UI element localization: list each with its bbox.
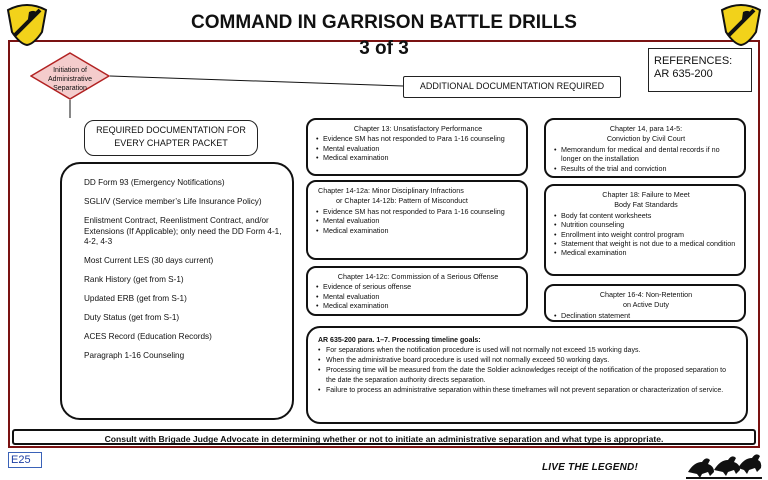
list-item: DD Form 93 (Emergency Notifications) xyxy=(84,178,225,187)
references-box xyxy=(648,48,752,92)
references-label: REFERENCES: xyxy=(654,55,733,67)
list-item: • Nutrition counseling xyxy=(561,220,738,229)
list-item: Updated ERB (get from S-1) xyxy=(84,294,187,303)
chapter-14-12a-box[interactable] xyxy=(306,180,528,260)
chapter-18-box[interactable] xyxy=(544,184,746,276)
list-item: • Memorandum for medical and dental records if no longer on the installation xyxy=(561,145,738,164)
consult-banner: Consult with Brigade Judge Advocate in determining whether or not to initiate an administrative separation and what type is appropriate. xyxy=(12,429,756,445)
chapter-14-12b-title: or Chapter 14-12b: Pattern of Misconduct xyxy=(336,196,468,206)
chapter-18-title-1: Chapter 18: Failure to Meet xyxy=(602,190,690,199)
list-item: Enlistment Contract, Reenlistment Contract, and/or Extensions (If Applicable); only need the DD Form 4-1, 4-2, 4-3 xyxy=(84,216,282,246)
list-item: • Declination statement xyxy=(561,311,738,320)
list-item: • Evidence SM has not responded to Para 1-16 counseling xyxy=(323,207,520,216)
initiation-line-1: Initiation of xyxy=(53,67,87,74)
list-item: ACES Record (Education Records) xyxy=(84,332,212,341)
list-item: • Mental evaluation xyxy=(323,144,520,153)
list-item: • Mental evaluation xyxy=(323,216,520,225)
motto-text: LIVE THE LEGEND! xyxy=(542,462,638,473)
list-item: • Results of the trial and conviction xyxy=(561,164,738,173)
chapter-16-4-title-1: Chapter 16-4: Non-Retention xyxy=(599,290,693,299)
initiation-line-2: Administrative xyxy=(48,76,92,83)
initiation-line-3: Separation xyxy=(53,85,87,92)
chapter-14-12a-title: Chapter 14-12a: Minor Disciplinary Infractions xyxy=(318,186,464,195)
chapter-18-title-2: Body Fat Standards xyxy=(614,200,678,210)
title-line-1: COMMAND IN GARRISON BATTLE DRILLS xyxy=(191,12,577,33)
additional-documentation-box[interactable]: ADDITIONAL DOCUMENTATION REQUIRED xyxy=(403,76,621,98)
list-item: • Medical examination xyxy=(323,301,520,310)
list-item: • Statement that weight is not due to a medical condition xyxy=(561,239,738,248)
list-item: • Medical examination xyxy=(323,153,520,162)
required-documentation-box[interactable] xyxy=(84,120,258,156)
list-item: • Failure to process an administrative separation within these timeframes will not prevent separation or characterization of service. xyxy=(326,386,736,396)
chapter-14-5-title-2: Conviction by Civil Court xyxy=(606,134,686,144)
list-item: SGLI/V (Service member’s Life Insurance Policy) xyxy=(84,197,262,206)
required-items-list xyxy=(60,162,294,420)
list-item: Most Current LES (30 days current) xyxy=(84,256,214,265)
chapter-13-title: Chapter 13: Unsatisfactory Performance xyxy=(353,124,483,133)
title-line-2: 3 of 3 xyxy=(359,38,409,59)
list-item: • When the administrative board procedure is used will not normally exceed 50 working days. xyxy=(326,356,736,366)
references-value: AR 635-200 xyxy=(654,68,713,80)
chapter-14-5-title-1: Chapter 14, para 14-5: xyxy=(609,124,683,133)
list-item: • Medical examination xyxy=(323,226,520,235)
list-item: • Evidence SM has not responded to Para 1-16 counseling xyxy=(323,134,520,143)
required-doc-line-1: REQUIRED DOCUMENTATION FOR xyxy=(96,125,246,135)
list-item: Rank History (get from S-1) xyxy=(84,275,184,284)
list-item: • Body fat content worksheets xyxy=(561,211,738,220)
chapter-13-box[interactable] xyxy=(306,118,528,176)
cavalry-horses-icon xyxy=(686,450,762,480)
list-item: Duty Status (get from S-1) xyxy=(84,313,180,322)
slide-id-link[interactable]: E25 xyxy=(8,452,42,468)
cavalry-patch-icon-right xyxy=(718,2,764,46)
chapter-16-4-box[interactable] xyxy=(544,284,746,322)
list-item: • Processing time will be measured from the date the Soldier acknowledges receipt of the notification of the proposed separation to the date the separation authority directs separation. xyxy=(326,366,736,386)
frame-right-line xyxy=(758,40,760,446)
chapter-14-12c-box[interactable] xyxy=(306,266,528,316)
chapter-16-4-title-2: on Active Duty xyxy=(623,300,669,310)
initiation-diamond[interactable] xyxy=(30,66,110,93)
list-item: • For separations when the notification procedure is used will not normally not exceed 15 working days. xyxy=(326,346,736,356)
chapter-14-5-box[interactable] xyxy=(544,118,746,178)
page-title xyxy=(150,10,618,62)
cavalry-patch-icon-left xyxy=(4,2,50,46)
list-item: • Medical examination xyxy=(561,248,738,257)
required-doc-line-2: EVERY CHAPTER PACKET xyxy=(114,138,228,148)
frame-left-line xyxy=(8,40,10,446)
list-item: • Evidence of serious offense xyxy=(323,282,520,291)
processing-timeline-box xyxy=(306,326,748,424)
list-item: • Enrollment into weight control program xyxy=(561,230,738,239)
chapter-14-12c-title: Chapter 14-12c: Commission of a Serious Offense xyxy=(337,272,499,281)
timeline-title: AR 635-200 para. 1–7. Processing timeline goals: xyxy=(318,337,481,344)
list-item: Paragraph 1-16 Counseling xyxy=(84,351,185,360)
list-item: • Mental evaluation xyxy=(323,292,520,301)
